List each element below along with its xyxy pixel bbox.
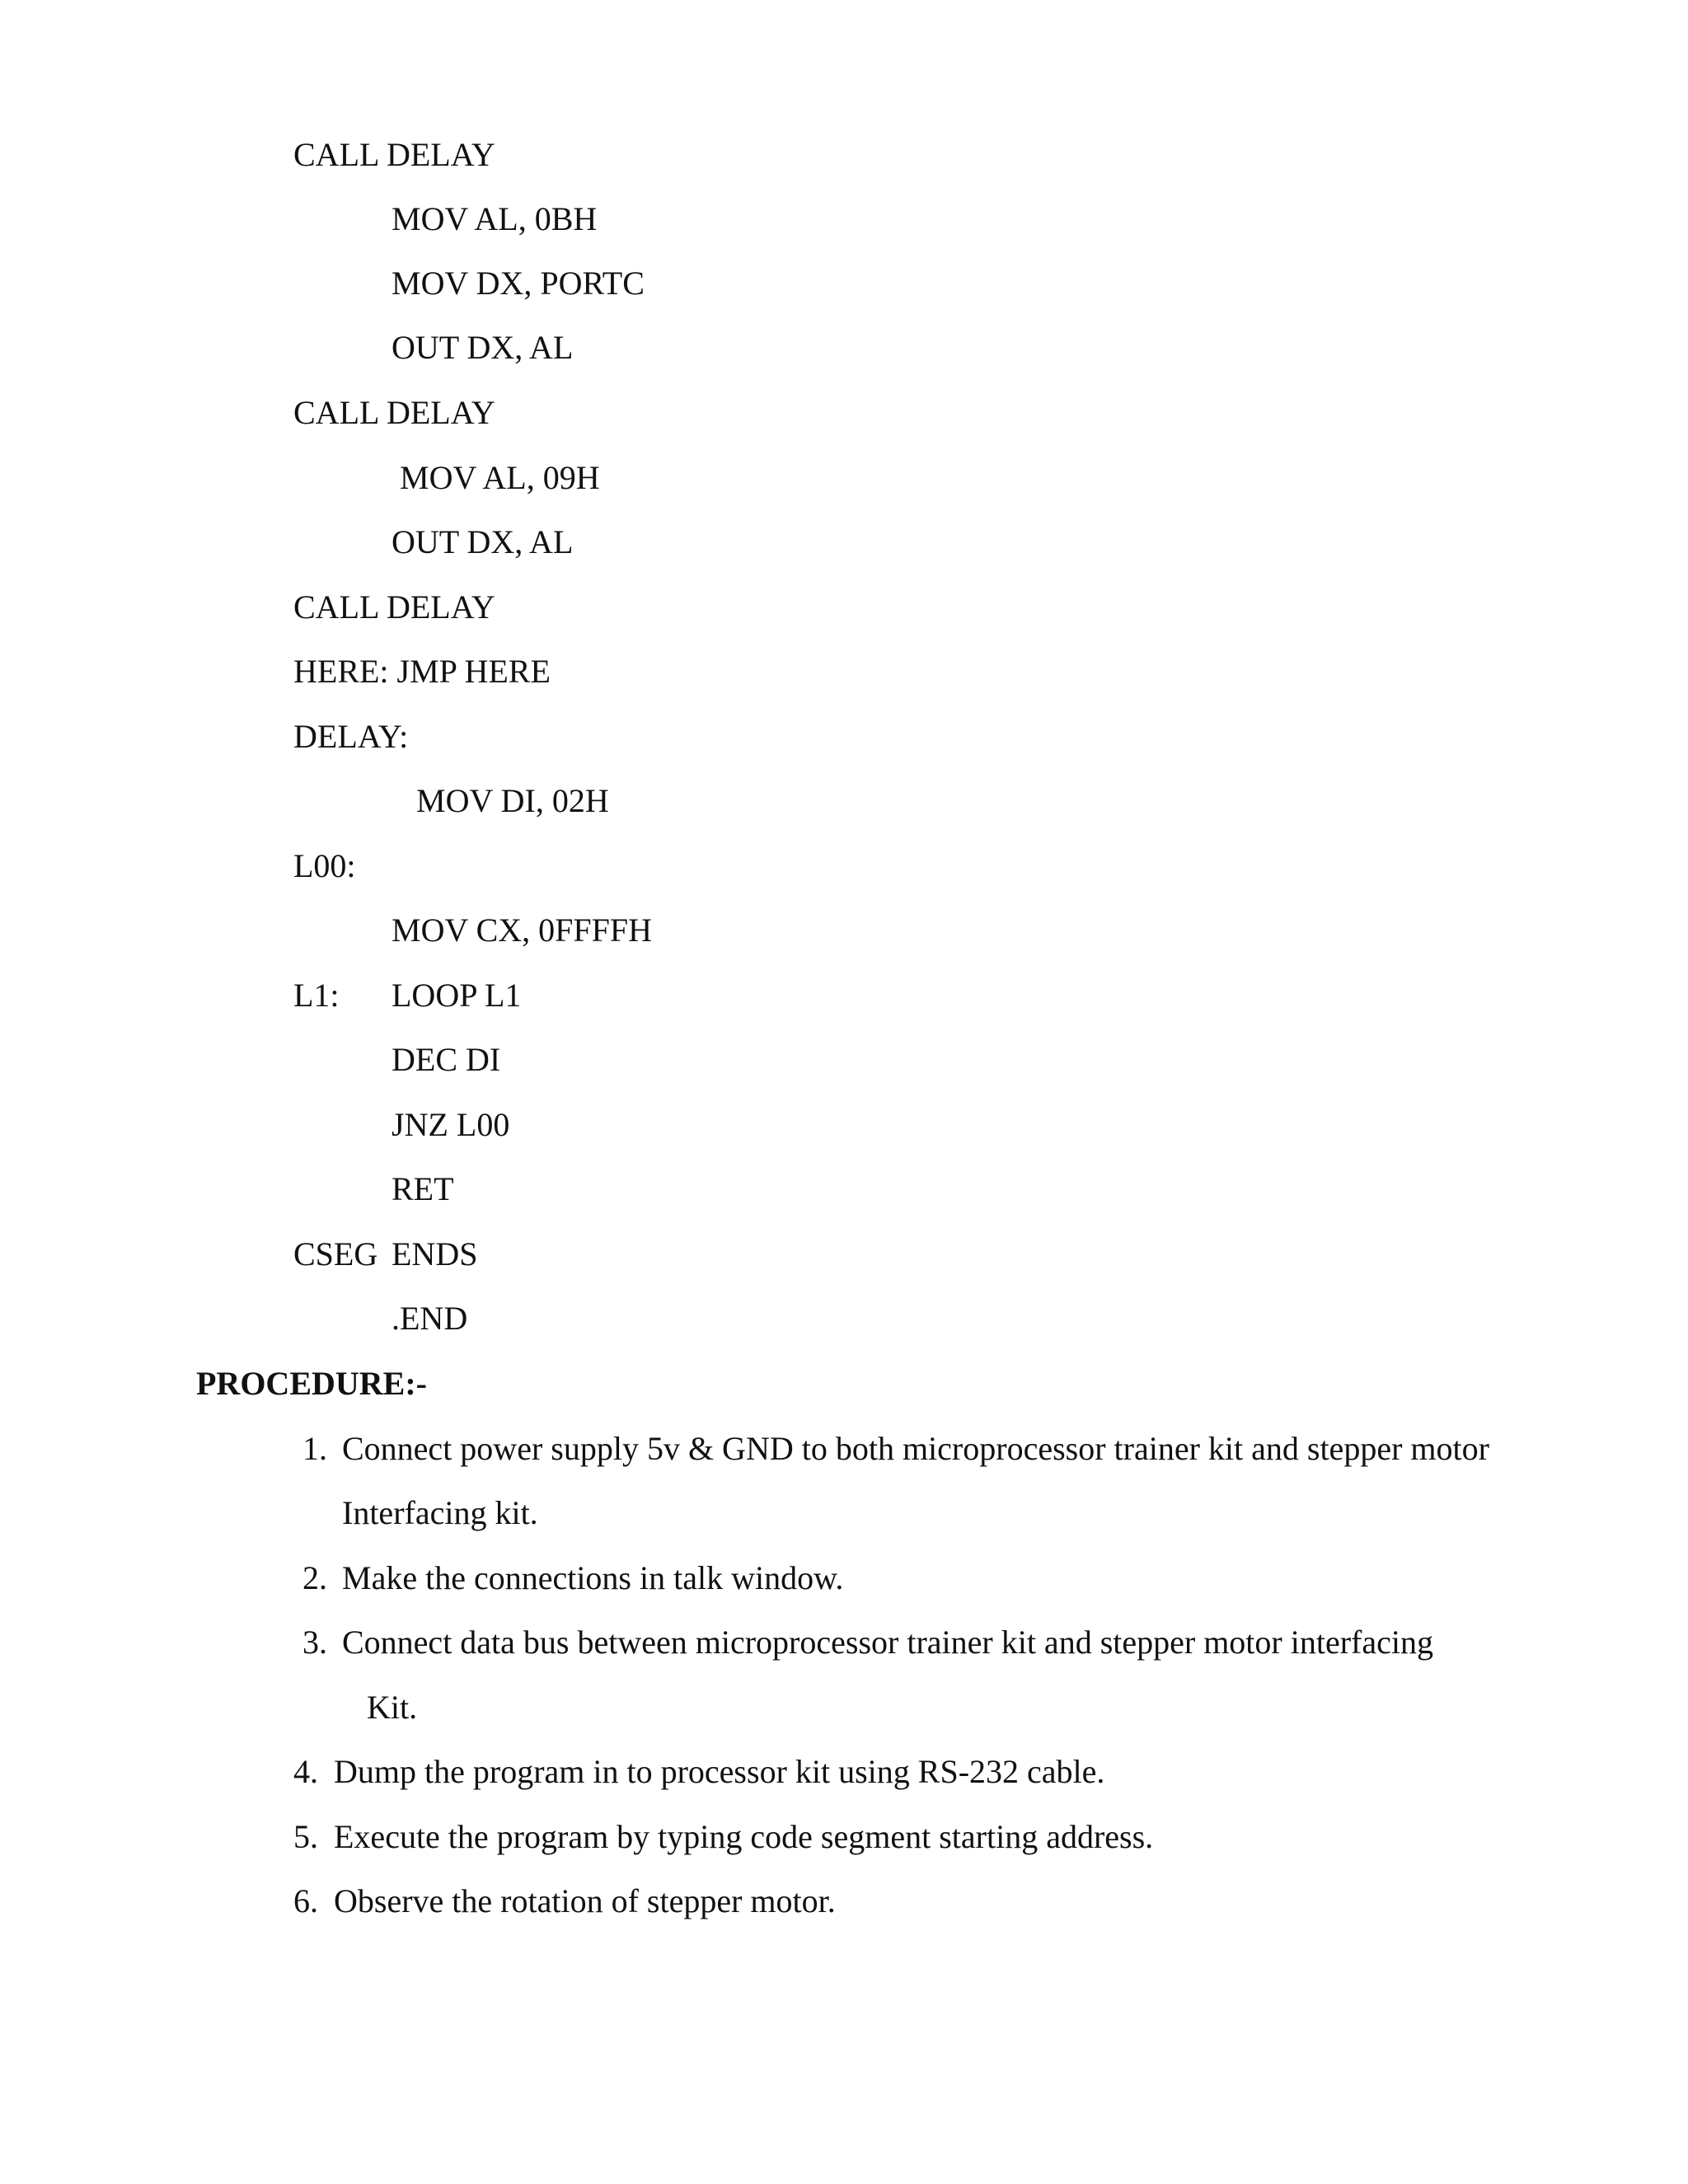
step-text: Connect data bus between microprocessor trainer kit and stepper motor interfacing bbox=[342, 1624, 1433, 1661]
step-text: Observe the rotation of stepper motor. bbox=[334, 1882, 836, 1919]
code-line: MOV DX, PORTC bbox=[392, 265, 645, 302]
step-number: 5. bbox=[293, 1818, 318, 1855]
code-line: CALL DELAY bbox=[293, 394, 495, 431]
code-line: OUT DX, AL bbox=[392, 523, 574, 560]
code-line: ENDS bbox=[392, 1235, 478, 1272]
code-line: JNZ L00 bbox=[392, 1106, 510, 1143]
step-number: 2. bbox=[302, 1559, 327, 1596]
code-line: HERE: JMP HERE bbox=[293, 653, 551, 690]
step-number: 3. bbox=[302, 1624, 327, 1661]
code-line: L00: bbox=[293, 847, 356, 884]
step-number: 1. bbox=[302, 1430, 327, 1467]
code-line: MOV DI, 02H bbox=[416, 782, 609, 819]
code-line: LOOP L1 bbox=[392, 977, 522, 1014]
code-label: L1: bbox=[293, 977, 340, 1014]
step-number: 4. bbox=[293, 1753, 318, 1790]
code-line: CALL DELAY bbox=[293, 136, 495, 173]
code-label: CSEG bbox=[293, 1235, 378, 1272]
code-line: RET bbox=[392, 1170, 454, 1207]
step-text-continued: Interfacing kit. bbox=[342, 1494, 538, 1531]
code-line: MOV AL, 09H bbox=[400, 459, 600, 496]
procedure-heading: PROCEDURE:- bbox=[196, 1365, 427, 1402]
code-line: DELAY: bbox=[293, 718, 409, 755]
step-number: 6. bbox=[293, 1882, 318, 1919]
step-text: Dump the program in to processor kit using RS-232 cable. bbox=[334, 1753, 1105, 1790]
step-text-continued: Kit. bbox=[367, 1689, 418, 1726]
step-text: Execute the program by typing code segment starting address. bbox=[334, 1818, 1154, 1855]
step-text: Make the connections in talk window. bbox=[342, 1559, 844, 1596]
step-text: Connect power supply 5v & GND to both microprocessor trainer kit and stepper motor bbox=[342, 1430, 1489, 1467]
code-line: CALL DELAY bbox=[293, 588, 495, 626]
code-line: DEC DI bbox=[392, 1041, 501, 1078]
code-line: MOV AL, 0BH bbox=[392, 200, 598, 237]
code-line: .END bbox=[392, 1300, 468, 1337]
code-line: MOV CX, 0FFFFH bbox=[392, 912, 653, 949]
code-line: OUT DX, AL bbox=[392, 329, 574, 366]
